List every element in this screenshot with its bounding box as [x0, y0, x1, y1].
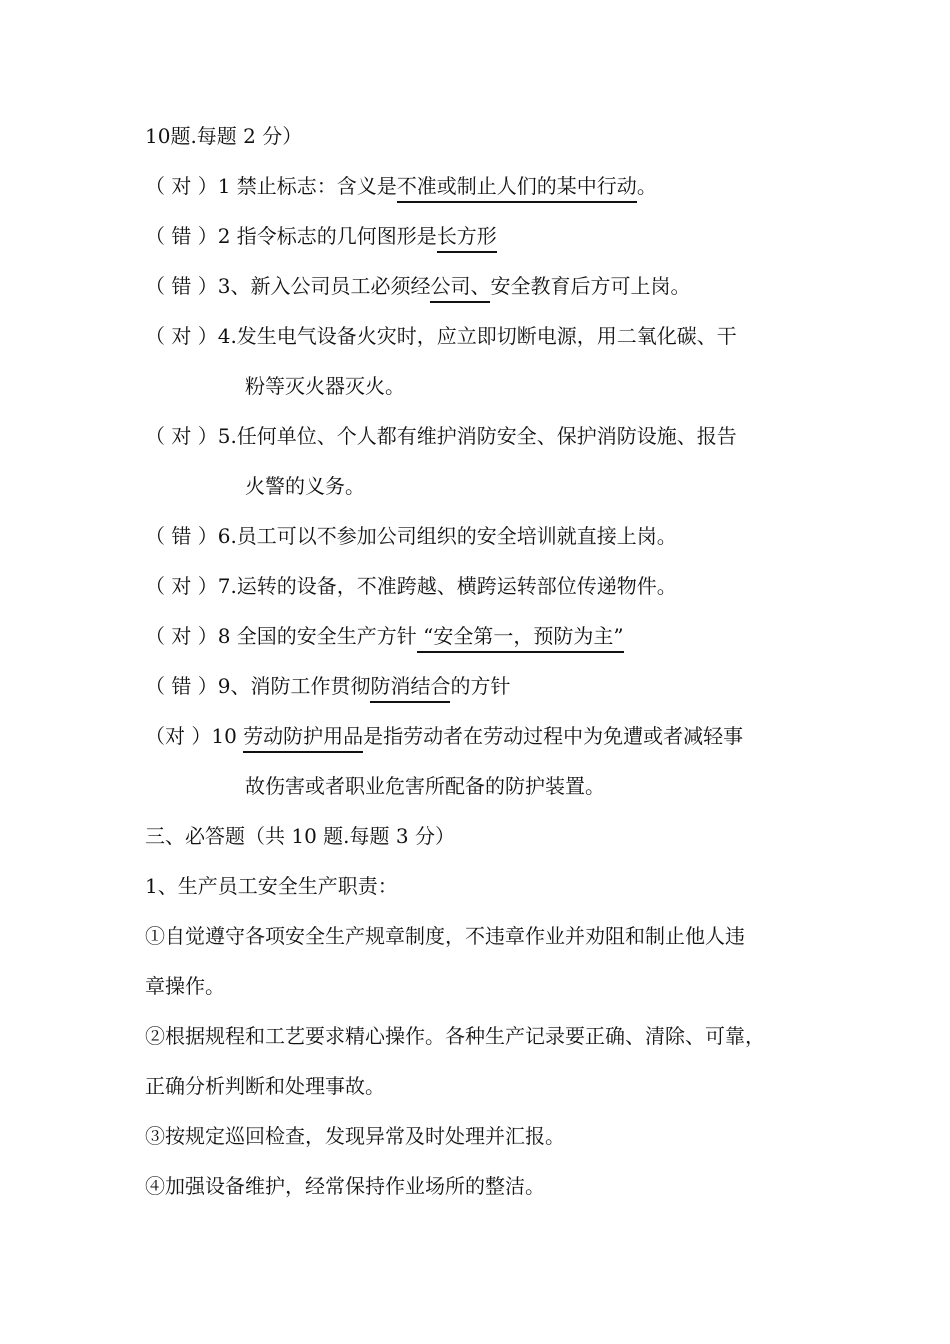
item-text: 6.员工可以不参加公司组织的安全培训就直接上岗。	[217, 524, 677, 548]
item-text: 7.运转的设备，不准跨越、横跨运转部位传递物件。	[217, 574, 677, 598]
duty-2-line-1: ②根据规程和工艺要求精心操作。各种生产记录要正确、清除、可靠，	[145, 1024, 765, 1048]
item-text-tail: 是指劳动者在劳动过程中为免遭或者减轻事	[363, 724, 744, 748]
tf-item-2	[145, 223, 815, 249]
tf-item-1	[145, 173, 815, 199]
answer-mark: （ 对 ）	[145, 574, 218, 598]
underlined-answer: 防消结合	[370, 674, 450, 703]
answer-mark: （ 对 ）	[145, 324, 218, 348]
duty-1-line-2: 章操作。	[145, 974, 225, 998]
answer-mark: （ 对 ）	[145, 174, 218, 198]
underlined-answer: 长方形	[437, 224, 497, 253]
tf-item-8	[145, 623, 815, 649]
item-text: 3、新入公司员工必须经	[217, 274, 431, 298]
tf-item-6	[145, 523, 815, 549]
item-text-tail: 的方针	[450, 674, 511, 698]
item-text: 5.任何单位、个人都有维护消防安全、保护消防设施、报告	[217, 424, 737, 448]
item-text: 10	[211, 724, 244, 748]
tf-item-10	[145, 723, 815, 749]
question-1-title: 1、生产员工安全生产职责：	[145, 874, 398, 898]
underlined-answer: 不准或制止人们的某中行动	[397, 174, 637, 203]
item-text: 2 指令标志的几何图形是	[217, 224, 437, 248]
answer-mark: （ 错 ）	[145, 274, 218, 298]
item-text-tail: 。	[636, 174, 657, 198]
underlined-answer: 劳动防护用品	[243, 724, 363, 753]
item-text-tail: 安全教育后方可上岗。	[490, 274, 691, 298]
tf-item-5-continued: 火警的义务。	[245, 474, 365, 498]
tf-item-10-continued: 故伤害或者职业危害所配备的防护装置。	[245, 774, 605, 798]
duty-1-line-1: ①自觉遵守各项安全生产规章制度，不违章作业并劝阻和制止他人违	[145, 924, 745, 948]
tf-item-5	[145, 423, 815, 449]
duty-2-line-2: 正确分析判断和处理事故。	[145, 1074, 385, 1098]
underlined-answer: “安全第一，预防为主”	[417, 624, 624, 653]
answer-mark: （ 错 ）	[145, 674, 218, 698]
item-text: 8 全国的安全生产方针	[217, 624, 417, 648]
answer-mark: （ 对 ）	[145, 624, 218, 648]
tf-item-9	[145, 673, 815, 699]
underlined-answer: 公司、	[430, 274, 490, 303]
item-text: 4.发生电气设备火灾时，应立即切断电源，用二氧化碳、干	[217, 324, 737, 348]
duty-3: ③按规定巡回检查，发现异常及时处理并汇报。	[145, 1124, 565, 1148]
answer-mark: （ 错 ）	[145, 524, 218, 548]
answer-mark: （ 对 ）	[145, 424, 218, 448]
item-text: 9、消防工作贯彻	[217, 674, 371, 698]
section-header-tail: 10题.每题 2 分）	[145, 124, 303, 148]
tf-item-7	[145, 573, 815, 599]
duty-4: ④加强设备维护，经常保持作业场所的整洁。	[145, 1174, 545, 1198]
section-3-title: 三、必答题（共 10 题.每题 3 分）	[145, 824, 455, 848]
answer-mark: （ 错 ）	[145, 224, 218, 248]
tf-item-4	[145, 323, 815, 349]
tf-item-4-continued: 粉等灭火器灭火。	[245, 374, 405, 398]
item-text: 1 禁止标志：含义是	[217, 174, 397, 198]
answer-mark: （对 ）	[145, 724, 212, 748]
tf-item-3	[145, 273, 815, 299]
